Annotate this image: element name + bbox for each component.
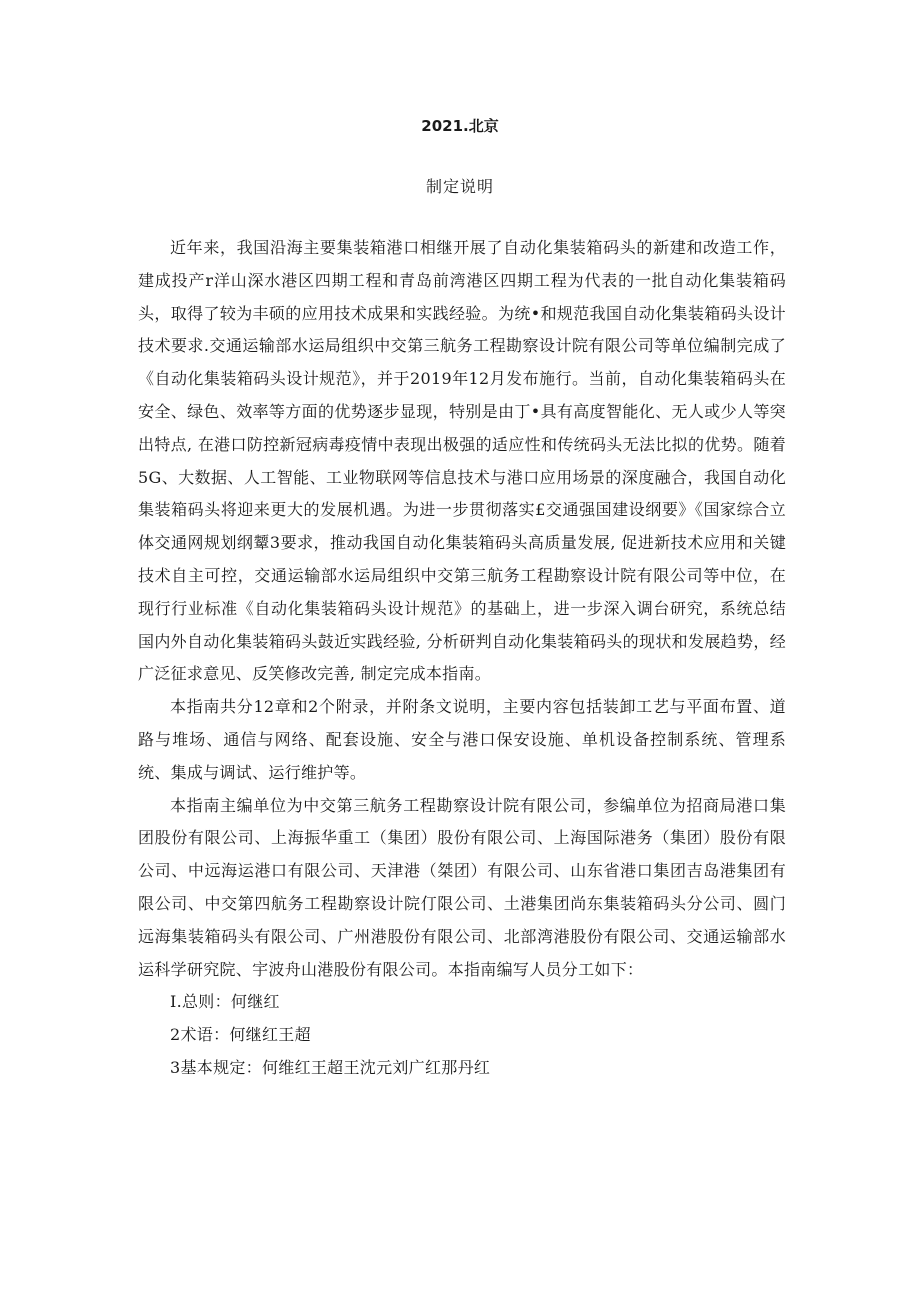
paragraph-background: 近年来，我国沿海主要集装箱港口相继开展了自动化集装箱码头的新建和改造工作，建成投产r洋山深水港区四期工程和青岛前湾港区四期工程为代表的一批自动化集装箱码头，取得了较为丰硕的应用技术成果和实践经验。为统•和规范我国自动化集装箱码头设计技术要求.交通运输部水运局组织中交第三航务工程勘察设计院有限公司等单位编制完成了《自动化集装箱码头设计规范》，并于2019年12月发布施行。当前，自动化集装箱码头在安全、绿色、效率等方面的优势逐步显现，特别是由丁•具有高度智能化、无人或少人等突出特点, 在港口防控新冠病毒疫情中表现出极强的适应性和传统码头无法比拟的优势。随着5G、大数据、人工智能、工业物联网等信息技术与港口应用场景的深度融合，我国自动化集装箱码头将迎来更大的发展机遇。为进一步贯彻落实£交通强国建设纲要》《国家综合立体交通网规划纲颦3要求，推动我国自动化集装箱码头高质量发展, 促进新技术应用和关键技术自主可控，交通运输部水运局组织中交第三航务工程勘察设计院有限公司等中位，在现行行业标准《自动化集装箱码头设计规范》的基础上，进一步深入调台研究，系统总结国内外自动化集装箱码头鼓近实践经验, 分析研判自动化集装箱码头的现状和发展趋势，经广泛征求意见、反笑修改完善, 制定完成本指南。 <box>138 238 786 684</box>
paragraph-units: 本指南主编单位为中交第三航务工程勘察设计院有限公司，参编单位为招商局港口集团股份有限公司、上海振华重工（集团）股份有限公司、上海国际港务（集团）股份有限公司、中远海运港口有限公司、天津港（桀团）有限公司、山东省港口集团吉岛港集团有限公司、中交第四航务工程勘察设计院仃限公司、土港集团尚东集装箱码头分公司、圆门远海集装箱码头有限公司、广州港股份有限公司、北部湾港股份有限公司、交通运输部水运科学研究院、宇波舟山港股份有限公司。本指南编写人员分工如下： <box>138 795 786 979</box>
document-body <box>138 232 786 1085</box>
header-location-year: 2021.北京 <box>421 117 499 135</box>
assignment-item: I.总则：何继红 <box>170 992 280 1012</box>
assignment-item: 2术语：何继红王超 <box>170 1025 311 1045</box>
assignment-item: 3基本规定：何维红王超王沈元刘广红那丹红 <box>170 1057 491 1077</box>
document-title: 制定说明 <box>425 177 494 196</box>
paragraph-contents: 本指南共分12章和2个附录，并附条文说明，主要内容包括装卸工艺与平面布置、道路与堆场、通信与网络、配套设施、安全与港口保安设施、单机设备控制系统、管理系统、集成与调试、运行维护等。 <box>138 697 786 782</box>
